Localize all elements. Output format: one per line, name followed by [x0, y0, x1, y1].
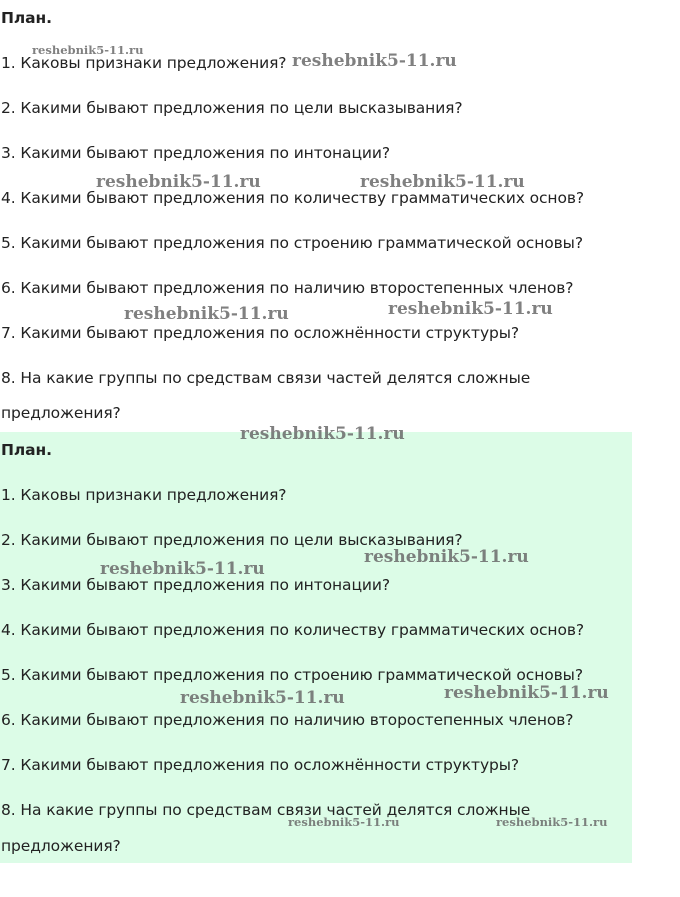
plan-item: 6. Какими бывают предложения по наличию второстепенных членов? — [1, 279, 574, 297]
watermark: reshebnik5-11.ru — [388, 299, 553, 319]
watermark: reshebnik5-11.ru — [360, 172, 525, 192]
answer-block — [0, 432, 632, 863]
plan-item: 7. Какими бывают предложения по осложнённости структуры? — [1, 324, 520, 342]
plan-item: 5. Какими бывают предложения по строению грамматической основы? — [1, 234, 583, 252]
watermark: reshebnik5-11.ru — [32, 43, 144, 57]
plan-item: 6. Какими бывают предложения по наличию второстепенных членов? — [1, 711, 574, 729]
plan-heading: План. — [1, 9, 52, 27]
watermark: reshebnik5-11.ru — [96, 172, 261, 192]
plan-item: 8. На какие группы по средствам связи частей делятся сложные — [1, 801, 531, 819]
plan-item: 2. Какими бывают предложения по цели высказывания? — [1, 531, 463, 549]
plan-item: 3. Какими бывают предложения по интонации? — [1, 576, 390, 594]
plan-heading: План. — [1, 441, 52, 459]
watermark: reshebnik5-11.ru — [240, 424, 405, 444]
plan-item: 2. Какими бывают предложения по цели высказывания? — [1, 99, 463, 117]
plan-item: 1. Каковы признаки предложения? — [1, 486, 287, 504]
watermark: reshebnik5-11.ru — [496, 815, 608, 829]
plan-item: 7. Какими бывают предложения по осложнённости структуры? — [1, 756, 520, 774]
plan-item: 4. Какими бывают предложения по количеству грамматических основ? — [1, 621, 585, 639]
watermark: reshebnik5-11.ru — [292, 51, 457, 71]
plan-item: 4. Какими бывают предложения по количеству грамматических основ? — [1, 189, 585, 207]
plan-item-continuation: предложения? — [1, 404, 121, 422]
plan-item: 8. На какие группы по средствам связи частей делятся сложные — [1, 369, 531, 387]
watermark: reshebnik5-11.ru — [444, 683, 609, 703]
plan-item: 5. Какими бывают предложения по строению грамматической основы? — [1, 666, 583, 684]
watermark: reshebnik5-11.ru — [288, 815, 400, 829]
plan-item-continuation: предложения? — [1, 837, 121, 855]
watermark: reshebnik5-11.ru — [124, 304, 289, 324]
watermark: reshebnik5-11.ru — [364, 547, 529, 567]
watermark: reshebnik5-11.ru — [180, 688, 345, 708]
plan-item: 1. Каковы признаки предложения? — [1, 54, 287, 72]
plan-item: 3. Какими бывают предложения по интонации? — [1, 144, 390, 162]
watermark: reshebnik5-11.ru — [100, 559, 265, 579]
